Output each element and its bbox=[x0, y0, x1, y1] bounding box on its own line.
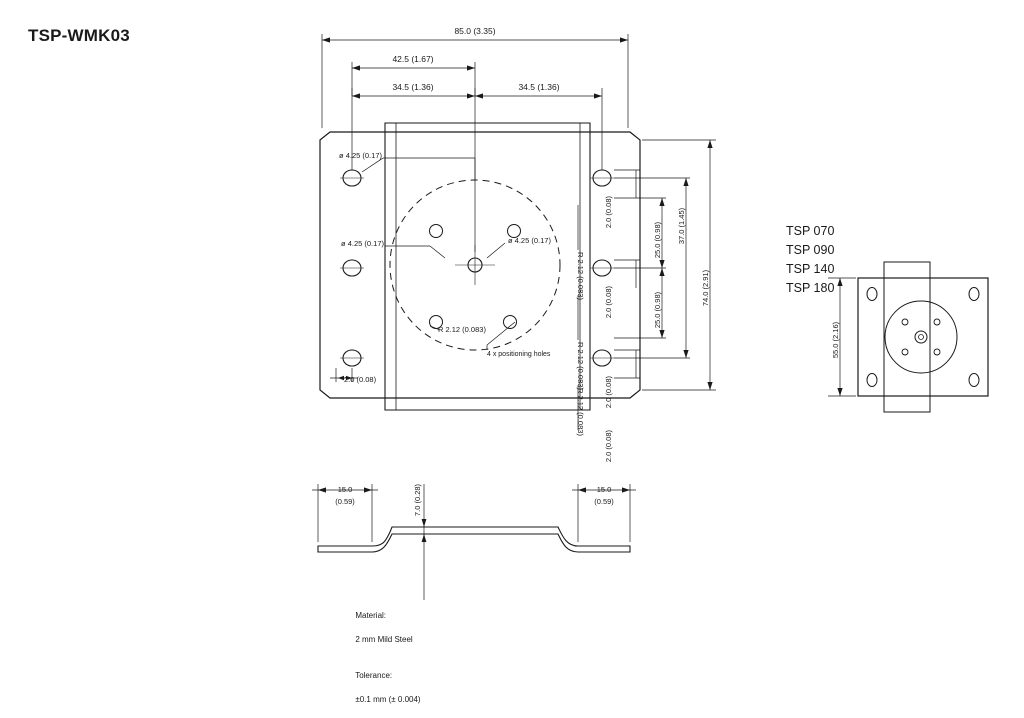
left-mounting-slots bbox=[340, 170, 364, 366]
dim-dia-1: ø 4.25 (0.17) bbox=[339, 151, 382, 160]
dim-flange-right-inch: (0.59) bbox=[594, 497, 614, 506]
dim-edge-2-r4: 2.0 (0.08) bbox=[604, 430, 613, 463]
model-item: TSP 070 bbox=[786, 224, 835, 238]
dim-edge-2-left: 2.0 (0.08) bbox=[344, 375, 377, 384]
dim-v-25-top: 25.0 (0.98) bbox=[653, 221, 662, 259]
dim-height-inner: 37.0 (1.45) bbox=[677, 207, 686, 245]
dim-edge-2-r3: 2.0 (0.08) bbox=[604, 376, 613, 409]
tolerance-label: Tolerance: bbox=[355, 671, 393, 680]
dim-edge-2-r1: 2.0 (0.08) bbox=[604, 196, 613, 229]
side-view bbox=[828, 262, 988, 412]
tolerance-value: ±0.1 mm (± 0.004) bbox=[355, 695, 421, 704]
section-view bbox=[312, 484, 636, 600]
dim-flange-right: 15.0 bbox=[596, 485, 612, 494]
dim-hole-span-left: 34.5 (1.36) bbox=[392, 82, 434, 92]
tolerance-note bbox=[342, 658, 421, 718]
front-view-inner-plate bbox=[385, 123, 590, 410]
material-value: 2 mm Mild Steel bbox=[355, 635, 413, 644]
dim-dia-3: ø 4.25 (0.17) bbox=[508, 236, 551, 245]
dim-radius-4: R 2.12 (0.083) bbox=[576, 388, 585, 436]
dim-hole-span-right: 34.5 (1.36) bbox=[518, 82, 560, 92]
dim-radius-1: R 2.12 (0.083) bbox=[438, 325, 486, 334]
dim-width-half: 42.5 (1.67) bbox=[392, 54, 434, 64]
dim-v-25-bottom: 25.0 (0.98) bbox=[653, 291, 662, 329]
front-view-top-dimensions bbox=[322, 34, 628, 252]
dim-flange-left-inch: (0.59) bbox=[335, 497, 355, 506]
dim-dia-2: ø 4.25 (0.17) bbox=[341, 239, 384, 248]
dim-side-height: 55.0 (2.16) bbox=[831, 321, 840, 359]
dim-radius-2: R 2.12 (0.083) bbox=[576, 252, 585, 300]
dim-thickness: 7.0 (0.28) bbox=[413, 483, 422, 517]
dimension-labels bbox=[335, 26, 840, 516]
model-item: TSP 180 bbox=[786, 281, 835, 295]
dim-radius-3: R 2.12 (0.083) bbox=[576, 342, 585, 390]
dim-edge-2-r2: 2.0 (0.08) bbox=[604, 286, 613, 319]
material-label: Material: bbox=[355, 611, 387, 620]
note-positioning-holes: 4 x positioning holes bbox=[487, 351, 551, 358]
front-view-right-dimensions bbox=[614, 140, 716, 390]
page-title: TSP-WMK03 bbox=[28, 26, 130, 45]
dim-width-total: 85.0 (3.35) bbox=[454, 26, 496, 36]
dim-flange-left: 15.0 bbox=[337, 485, 353, 494]
model-item: TSP 140 bbox=[786, 262, 835, 276]
model-item: TSP 090 bbox=[786, 243, 835, 257]
dim-height-total: 74.0 (2.91) bbox=[701, 269, 710, 307]
